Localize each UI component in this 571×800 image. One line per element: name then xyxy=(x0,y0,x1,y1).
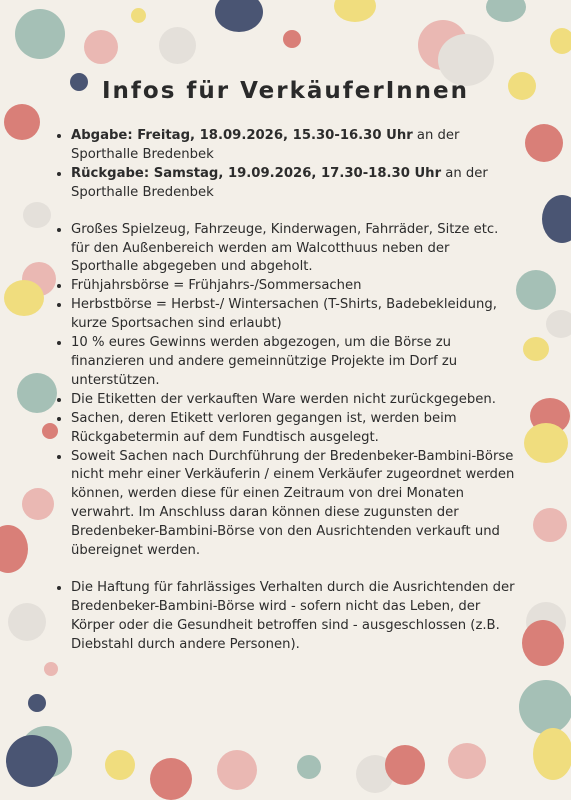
confetti-dot xyxy=(215,0,263,32)
confetti-dot xyxy=(283,30,301,48)
confetti-dot xyxy=(23,202,51,228)
confetti-dot xyxy=(4,280,44,316)
confetti-dot xyxy=(546,310,571,338)
abgabe-label: Abgabe: Freitag, 18.09.2026, 15.30-16.30 Uhr xyxy=(71,128,413,143)
confetti-dot xyxy=(334,0,376,22)
confetti-dot xyxy=(385,745,425,785)
dates-list xyxy=(50,127,520,203)
confetti-dot xyxy=(533,508,567,542)
list-item-rueckgabe xyxy=(71,165,520,203)
confetti-dot xyxy=(533,728,571,780)
confetti-dot xyxy=(28,694,46,712)
confetti-dot xyxy=(217,750,257,790)
confetti-dot xyxy=(525,124,563,162)
list-item: • Herbstbörse = Herbst-/ Wintersachen (T-Shirts, Badebekleidung, kurze Sportsachen sind erlaubt) xyxy=(71,296,520,334)
confetti-dot xyxy=(4,104,40,140)
confetti-dot xyxy=(524,423,568,463)
confetti-dot xyxy=(542,195,571,243)
confetti-dot xyxy=(516,270,556,310)
confetti-dot xyxy=(15,9,65,59)
page-title: Infos für VerkäuferInnen xyxy=(101,78,470,104)
confetti-dot xyxy=(522,620,564,666)
confetti-dot xyxy=(519,680,571,734)
liability-list xyxy=(50,579,520,655)
confetti-dot xyxy=(8,603,46,641)
confetti-dot xyxy=(550,28,571,54)
rueckgabe-label: Rückgabe: Samstag, 19.09.2026, 17.30-18.30 Uhr xyxy=(71,165,442,181)
list-item: • Sachen, deren Etikett verloren gegangen ist, werden beim Rückgabetermin auf dem Fundtisch ausgelegt. xyxy=(71,410,520,448)
list-item-liability: • Die Haftung für fahrlässiges Verhalten durch die Ausrichtenden der Bredenbeker-Bambini-Börse wird - sofern nicht das Leben, der Körper oder die Gesundheit betroffen sind - ausgeschlossen (z.B. Diebstahl durch andere Personen). xyxy=(71,579,520,655)
info-content xyxy=(50,127,520,655)
confetti-dot xyxy=(523,337,549,361)
list-item: • Die Etiketten der verkauften Ware werden nicht zurückgegeben. xyxy=(71,391,520,410)
confetti-dot xyxy=(297,755,321,779)
confetti-dot xyxy=(448,743,486,779)
rules-list xyxy=(50,221,520,561)
confetti-dot xyxy=(159,27,196,64)
rueckgabe-location: an der Sporthalle Bredenbek xyxy=(71,165,488,200)
list-item: • Frühjahrsbörse = Frühjahrs-/Sommersachen xyxy=(71,277,520,296)
list-item: • 10 % eures Gewinns werden abgezogen, um die Börse zu finanzieren und andere gemeinnützige Projekte im Dorf zu unterstützen. xyxy=(71,334,520,391)
list-item-abgabe xyxy=(71,127,520,165)
confetti-dot xyxy=(131,8,146,23)
confetti-dot xyxy=(105,750,135,780)
confetti-dot xyxy=(150,758,192,800)
confetti-dot xyxy=(44,662,58,676)
confetti-dot xyxy=(486,0,526,22)
confetti-dot xyxy=(0,525,28,573)
confetti-dot xyxy=(6,735,58,787)
abgabe-location: an der Sporthalle Bredenbek xyxy=(71,128,460,162)
list-item: • Großes Spielzeug, Fahrzeuge, Kinderwagen, Fahrräder, Sitze etc. für den Außenbereich werden am Walcotthuus neben der Sporthalle abgegeben und abgeholt. xyxy=(71,221,520,278)
list-item: • Soweit Sachen nach Durchführung der Bredenbeker-Bambini-Börse nicht mehr einer Verkäuferin / einem Verkäufer zugeordnet werden können, werden diese für einen Zeitraum von drei Monaten verwahrt. Im Anschluss daran können diese zugunsten der Bredenbeker-Bambini-Börse von den Ausrichtenden verkauft und übereignet werden. xyxy=(71,448,520,561)
confetti-dot xyxy=(84,30,118,64)
